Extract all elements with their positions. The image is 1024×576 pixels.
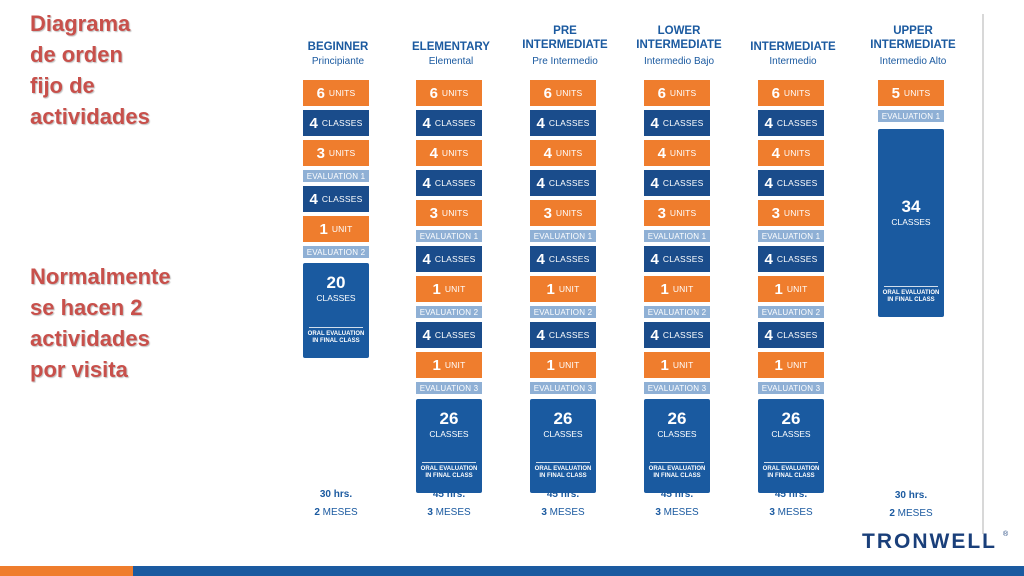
- block-label: UNIT: [786, 284, 808, 294]
- divider-line: [884, 286, 938, 287]
- block-number: 4: [536, 114, 545, 132]
- units-block: [530, 200, 596, 226]
- classes-block: [644, 170, 710, 196]
- block-label: UNIT: [672, 360, 694, 370]
- final-classes-block: [530, 399, 596, 493]
- duration-hours: [283, 489, 389, 500]
- units-block: [416, 200, 482, 226]
- final-classes-label: CLASSES: [543, 429, 583, 439]
- block-label: CLASSES: [548, 178, 590, 188]
- oral-evaluation-note: [530, 466, 596, 480]
- level-subtitle: Intermedio Bajo: [643, 56, 715, 67]
- evaluation-bar: [878, 110, 944, 122]
- block-label: CLASSES: [662, 118, 704, 128]
- classes-block: [530, 322, 596, 348]
- oral-evaluation-note: [303, 331, 369, 345]
- classes-block: [644, 246, 710, 272]
- block-number: 1: [319, 220, 328, 238]
- divider-line: [764, 462, 818, 463]
- evaluation-label: EVALUATION 2: [647, 307, 707, 317]
- block-label: CLASSES: [548, 330, 590, 340]
- block-number: 6: [657, 84, 666, 102]
- footer-bar-blue: [133, 566, 1024, 576]
- block-number: 4: [764, 174, 773, 192]
- oral-evaluation-line: IN FINAL CLASS: [887, 297, 935, 303]
- classes-block: [644, 322, 710, 348]
- units-block: [758, 80, 824, 106]
- final-classes-number: 26: [439, 409, 459, 428]
- block-label: UNITS: [783, 148, 811, 158]
- block-number: 1: [660, 356, 669, 374]
- block-label: CLASSES: [434, 254, 476, 264]
- block-number: 1: [432, 280, 441, 298]
- months-label: MESES: [894, 508, 933, 519]
- hours-value: 30 hrs.: [894, 490, 928, 501]
- units-block: [303, 216, 369, 242]
- units-block: [644, 352, 710, 378]
- oral-evaluation-line: IN FINAL CLASS: [767, 473, 815, 479]
- duration-hours: [738, 489, 844, 500]
- units-block: [644, 276, 710, 302]
- level-subtitle: Intermedio: [769, 56, 817, 67]
- block-label: CLASSES: [548, 118, 590, 128]
- block-number: 3: [657, 204, 666, 222]
- evaluation-label: EVALUATION 3: [647, 383, 707, 393]
- block-label: UNIT: [558, 360, 580, 370]
- oral-evaluation-note: [416, 466, 482, 480]
- final-classes-number: 26: [781, 409, 801, 428]
- block-number: 5: [891, 84, 900, 102]
- hours-value: 30 hrs.: [319, 489, 353, 500]
- block-number: 6: [429, 84, 438, 102]
- classes-block: [416, 170, 482, 196]
- heading-line: actividades: [30, 104, 150, 129]
- oral-evaluation-line: ORAL EVALUATION: [762, 466, 820, 472]
- heading-line: actividades: [30, 326, 150, 351]
- block-label: UNITS: [328, 88, 356, 98]
- level-title: INTERMEDIATE: [522, 39, 608, 51]
- oral-evaluation-line: ORAL EVALUATION: [307, 331, 365, 337]
- block-number: 4: [422, 174, 431, 192]
- block-number: 4: [536, 174, 545, 192]
- block-number: 1: [546, 280, 555, 298]
- months-value: 2: [314, 507, 320, 518]
- block-label: UNIT: [444, 360, 466, 370]
- evaluation-bar: [530, 382, 596, 394]
- evaluation-label: EVALUATION 1: [533, 231, 593, 241]
- evaluation-label: EVALUATION 2: [419, 307, 479, 317]
- level-title: INTERMEDIATE: [636, 39, 722, 51]
- block-number: 4: [771, 144, 780, 162]
- block-label: UNITS: [441, 88, 469, 98]
- evaluation-label: EVALUATION 2: [533, 307, 593, 317]
- block-label: UNITS: [669, 88, 697, 98]
- oral-evaluation-note: [878, 290, 944, 304]
- heading-line: Diagrama: [30, 11, 131, 36]
- level-subtitle: Pre Intermedio: [532, 56, 598, 67]
- block-label: CLASSES: [434, 178, 476, 188]
- final-classes-number: 20: [326, 273, 346, 292]
- block-label: UNITS: [669, 148, 697, 158]
- units-block: [530, 352, 596, 378]
- classes-block: [758, 170, 824, 196]
- months-label: MESES: [774, 507, 813, 518]
- vertical-divider: [982, 14, 984, 534]
- oral-evaluation-line: IN FINAL CLASS: [425, 473, 473, 479]
- final-classes-block: [878, 129, 944, 317]
- months-label: MESES: [660, 507, 699, 518]
- evaluation-bar: [644, 382, 710, 394]
- block-label: CLASSES: [321, 118, 363, 128]
- block-number: 4: [422, 250, 431, 268]
- block-label: UNITS: [783, 88, 811, 98]
- evaluation-bar: [303, 246, 369, 258]
- months-value: 3: [769, 507, 775, 518]
- level-title: LOWER: [657, 25, 701, 37]
- evaluation-label: EVALUATION 1: [419, 231, 479, 241]
- units-block: [530, 140, 596, 166]
- level-subtitle: Principiante: [311, 56, 365, 67]
- block-number: 4: [650, 250, 659, 268]
- level-title: BEGINNER: [307, 41, 369, 53]
- block-number: 4: [764, 326, 773, 344]
- evaluation-bar: [644, 230, 710, 242]
- block-label: UNIT: [444, 284, 466, 294]
- oral-evaluation-line: IN FINAL CLASS: [653, 473, 701, 479]
- block-number: 4: [536, 250, 545, 268]
- evaluation-bar: [758, 306, 824, 318]
- block-label: UNITS: [328, 148, 356, 158]
- evaluation-bar: [530, 230, 596, 242]
- evaluation-label: EVALUATION 2: [761, 307, 821, 317]
- classes-block: [303, 110, 369, 136]
- oral-evaluation-line: ORAL EVALUATION: [882, 290, 940, 296]
- block-label: UNIT: [672, 284, 694, 294]
- duration-hours: [624, 489, 730, 500]
- heading-line: por visita: [30, 357, 128, 382]
- months-label: MESES: [546, 507, 585, 518]
- units-block: [416, 140, 482, 166]
- heading-line: de orden: [30, 42, 123, 67]
- block-label: CLASSES: [548, 254, 590, 264]
- months-value: 2: [889, 508, 895, 519]
- block-label: UNITS: [555, 88, 583, 98]
- block-number: 4: [764, 250, 773, 268]
- block-label: UNIT: [558, 284, 580, 294]
- block-label: UNITS: [555, 208, 583, 218]
- final-classes-number: 34: [901, 197, 921, 216]
- evaluation-label: EVALUATION 3: [533, 383, 593, 393]
- evaluation-label: EVALUATION 1: [761, 231, 821, 241]
- evaluation-label: EVALUATION 1: [306, 171, 366, 181]
- final-classes-block: [758, 399, 824, 493]
- classes-block: [758, 322, 824, 348]
- block-number: 3: [771, 204, 780, 222]
- evaluation-bar: [416, 230, 482, 242]
- block-label: UNIT: [331, 224, 353, 234]
- duration-months: [858, 508, 964, 519]
- months-value: 3: [541, 507, 547, 518]
- block-label: UNITS: [903, 88, 931, 98]
- heading-activities-per-visit: [30, 261, 171, 385]
- divider-line: [536, 462, 590, 463]
- classes-block: [303, 186, 369, 212]
- final-classes-block: [416, 399, 482, 493]
- heading-line: fijo de: [30, 73, 95, 98]
- units-block: [416, 276, 482, 302]
- level-title: INTERMEDIATE: [870, 39, 956, 51]
- level-title: UPPER: [893, 25, 933, 37]
- evaluation-bar: [416, 306, 482, 318]
- units-block: [530, 276, 596, 302]
- duration-hours: [858, 490, 964, 501]
- classes-block: [758, 246, 824, 272]
- block-number: 4: [650, 114, 659, 132]
- evaluation-bar: [303, 170, 369, 182]
- duration-months: [624, 507, 730, 518]
- duration-months: [283, 507, 389, 518]
- block-label: CLASSES: [776, 254, 818, 264]
- block-number: 3: [429, 204, 438, 222]
- evaluation-bar: [758, 382, 824, 394]
- final-classes-label: CLASSES: [771, 429, 811, 439]
- final-classes-number: 26: [667, 409, 687, 428]
- oral-evaluation-line: IN FINAL CLASS: [312, 338, 360, 344]
- block-number: 6: [771, 84, 780, 102]
- oral-evaluation-line: ORAL EVALUATION: [648, 466, 706, 472]
- heading-line: Normalmente: [30, 264, 171, 289]
- block-number: 4: [650, 326, 659, 344]
- duration-hours: [396, 489, 502, 500]
- block-label: CLASSES: [776, 118, 818, 128]
- evaluation-bar: [530, 306, 596, 318]
- months-label: MESES: [432, 507, 471, 518]
- units-block: [758, 352, 824, 378]
- block-label: CLASSES: [434, 330, 476, 340]
- oral-evaluation-line: ORAL EVALUATION: [534, 466, 592, 472]
- level-subtitle: Intermedio Alto: [879, 56, 947, 67]
- block-number: 4: [429, 144, 438, 162]
- block-label: CLASSES: [321, 194, 363, 204]
- final-classes-label: CLASSES: [316, 293, 356, 303]
- block-number: 4: [650, 174, 659, 192]
- oral-evaluation-note: [644, 466, 710, 480]
- classes-block: [644, 110, 710, 136]
- evaluation-label: EVALUATION 3: [419, 383, 479, 393]
- divider-line: [309, 327, 363, 328]
- block-number: 4: [536, 326, 545, 344]
- level-title: PRE: [553, 25, 577, 37]
- tronwell-logo: TRONWELL: [862, 530, 997, 553]
- block-number: 1: [660, 280, 669, 298]
- oral-evaluation-note: [758, 466, 824, 480]
- final-classes-number: 26: [553, 409, 573, 428]
- block-label: CLASSES: [662, 178, 704, 188]
- classes-block: [416, 110, 482, 136]
- evaluation-bar: [644, 306, 710, 318]
- block-number: 1: [774, 280, 783, 298]
- divider-line: [650, 462, 704, 463]
- duration-months: [396, 507, 502, 518]
- units-block: [758, 276, 824, 302]
- block-number: 6: [543, 84, 552, 102]
- block-number: 3: [543, 204, 552, 222]
- registered-mark: ®: [1003, 531, 1009, 538]
- units-block: [416, 352, 482, 378]
- evaluation-label: EVALUATION 1: [647, 231, 707, 241]
- units-block: [644, 200, 710, 226]
- duration-months: [738, 507, 844, 518]
- units-block: [644, 80, 710, 106]
- block-number: 6: [316, 84, 325, 102]
- block-label: CLASSES: [776, 178, 818, 188]
- units-block: [530, 80, 596, 106]
- block-number: 3: [316, 144, 325, 162]
- block-label: UNITS: [441, 208, 469, 218]
- block-number: 4: [422, 114, 431, 132]
- classes-block: [416, 246, 482, 272]
- heading-line: se hacen 2: [30, 295, 143, 320]
- hours-value: 45 hrs.: [660, 489, 694, 500]
- evaluation-label: EVALUATION 1: [881, 111, 941, 121]
- block-number: 4: [657, 144, 666, 162]
- block-number: 4: [422, 326, 431, 344]
- block-label: UNITS: [783, 208, 811, 218]
- final-classes-label: CLASSES: [429, 429, 469, 439]
- classes-block: [416, 322, 482, 348]
- evaluation-bar: [416, 382, 482, 394]
- units-block: [303, 140, 369, 166]
- units-block: [758, 140, 824, 166]
- months-label: MESES: [319, 507, 358, 518]
- evaluation-label: EVALUATION 3: [761, 383, 821, 393]
- classes-block: [530, 170, 596, 196]
- level-title: INTERMEDIATE: [750, 41, 836, 53]
- duration-hours: [510, 489, 616, 500]
- block-label: CLASSES: [776, 330, 818, 340]
- classes-block: [530, 110, 596, 136]
- units-block: [758, 200, 824, 226]
- units-block: [878, 80, 944, 106]
- footer-bar-orange: [0, 566, 133, 576]
- block-label: CLASSES: [662, 330, 704, 340]
- block-label: UNITS: [669, 208, 697, 218]
- block-number: 4: [764, 114, 773, 132]
- units-block: [416, 80, 482, 106]
- units-block: [644, 140, 710, 166]
- block-number: 1: [432, 356, 441, 374]
- level-subtitle: Elemental: [428, 56, 474, 67]
- classes-block: [530, 246, 596, 272]
- hours-value: 45 hrs.: [546, 489, 580, 500]
- units-block: [303, 80, 369, 106]
- duration-months: [510, 507, 616, 518]
- block-number: 1: [546, 356, 555, 374]
- hours-value: 45 hrs.: [432, 489, 466, 500]
- classes-block: [758, 110, 824, 136]
- oral-evaluation-line: IN FINAL CLASS: [539, 473, 587, 479]
- block-label: UNITS: [441, 148, 469, 158]
- block-number: 4: [309, 114, 318, 132]
- divider-line: [422, 462, 476, 463]
- heading-fixed-order: [30, 8, 150, 132]
- block-number: 4: [543, 144, 552, 162]
- final-classes-label: CLASSES: [657, 429, 697, 439]
- block-label: CLASSES: [434, 118, 476, 128]
- final-classes-block: [644, 399, 710, 493]
- months-value: 3: [655, 507, 661, 518]
- block-label: UNITS: [555, 148, 583, 158]
- block-number: 4: [309, 190, 318, 208]
- oral-evaluation-line: ORAL EVALUATION: [420, 466, 478, 472]
- block-label: CLASSES: [662, 254, 704, 264]
- level-title: ELEMENTARY: [412, 41, 490, 53]
- final-classes-label: CLASSES: [891, 217, 931, 227]
- final-classes-block: [303, 263, 369, 358]
- evaluation-bar: [758, 230, 824, 242]
- evaluation-label: EVALUATION 2: [306, 247, 366, 257]
- hours-value: 45 hrs.: [774, 489, 808, 500]
- block-number: 1: [774, 356, 783, 374]
- block-label: UNIT: [786, 360, 808, 370]
- months-value: 3: [427, 507, 433, 518]
